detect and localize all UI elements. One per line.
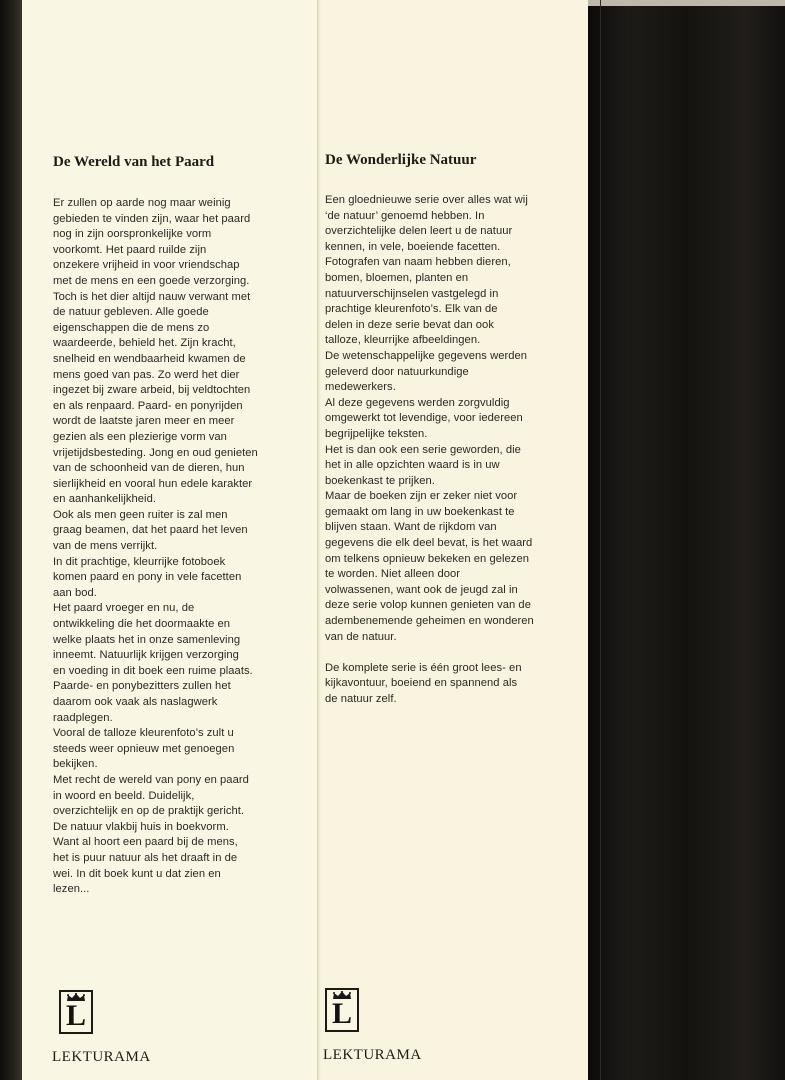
left-panel (22, 0, 318, 1080)
right-panel-title: De Wonderlijke Natuur (325, 152, 477, 168)
left-panel-body: Er zullen op aarde nog maar weinig gebieden te vinden zijn, waar het paard nog in zijn oorspronkelijke vorm voorkomt. Het paard ruilde zijn onzekere vrijheid in voor vriendschap met de mens en een goede verzorging. Toch is het dier altijd nauw verwant met de natuur gebleven. Alle goede eigenschappen die de mens zo waardeerde, behield het. Zijn kracht, snelheid en wendbaarheid kwamen de mens goed van pas. Zo werd het dier ingezet bij zware arbeid, bij veldtochten en als renpaard. Paard- en ponyrijden wordt de laatste jaren meer en meer gezien als een plezierige vorm van vrijetijdsbesteding. Jong en oud genieten van de schoonheid van de dieren, hun sierlijkheid en vooral hun edele karakter en aanhankelijkheid. Ook als men geen ruiter is zal men graag beamen, dat het paard het leven van de mens verrijkt. In dit prachtige, kleurrijke fotoboek komen paard en pony in vele facetten aan bod. Het paard vroeger en nu, de ontwikkeling die het doormaakte en welke plaats het in onze samenleving inneemt. Natuurlijk krijgen verzorging en voeding in dit boek een ruime plaats. Paarde- en ponybezitters zullen het daarom ook vaak als naslagwerk raadplegen. Vooral de talloze kleurenfoto’s zult u steeds weer opnieuw met genoegen bekijken. Met recht de wereld van pony en paard in woord en beeld. Duidelijk, overzichtelijk en op de praktijk gericht. De natuur vlakbij huis in boekvorm. Want al hoort een paard bij de mens, het is puur natuur als het draaft in de wei. In dit boek kunt u dat zien en lezen... (53, 197, 258, 896)
right-panel (318, 0, 588, 1080)
logo-letter: L (65, 999, 86, 1032)
publisher-logo (325, 988, 359, 1032)
spine-top-edge (588, 0, 785, 6)
logo-letter: L (331, 997, 352, 1030)
right-panel-body: Een gloednieuwe serie over alles wat wij ‘de natuur’ genoemd hebben. In overzichtelijke delen leert u de natuur kennen, in vele, boeiende facetten. Fotografen van naam hebben dieren, bomen, bloemen, planten en natuurverschijnselen vastgelegd in prachtige kleurenfoto’s. Elk van de delen in deze serie bevat dan ook talloze, kleurrijke afbeeldingen. De wetenschappelijke gegevens werden geleverd door natuurkundige medewerkers. Al deze gegevens werden zorgvuldig omgewerkt tot levendige, voor iedereen begrijpelijke teksten. Het is dan ook een serie geworden, die het in alle opzichten waard is in uw boekenkast te prijken. Maar de boeken zijn er zeker niet voor gemaakt om lang in uw boekenkast te blijven staan. Want de rijkdom van gegevens die elk deel bevat, is het waard om telkens opnieuw bekeken en gelezen te worden. Niet alleen door volwassenen, want ook de jeugd zal in deze serie volop kunnen genieten van de adembenemende geheimen en wonderen van de natuur. De komplete serie is één groot lees- en kijkavontuur, boeiend en spannend als de natuur zelf. (325, 194, 534, 705)
publisher-name: LEKTURAMA (52, 1049, 151, 1065)
publisher-name: LEKTURAMA (323, 1047, 422, 1063)
spine-fold-line (600, 0, 601, 1080)
left-panel-title: De Wereld van het Paard (53, 154, 215, 170)
book-spine (588, 0, 785, 1080)
publisher-logo (59, 990, 93, 1034)
scan-edge (0, 0, 22, 1080)
